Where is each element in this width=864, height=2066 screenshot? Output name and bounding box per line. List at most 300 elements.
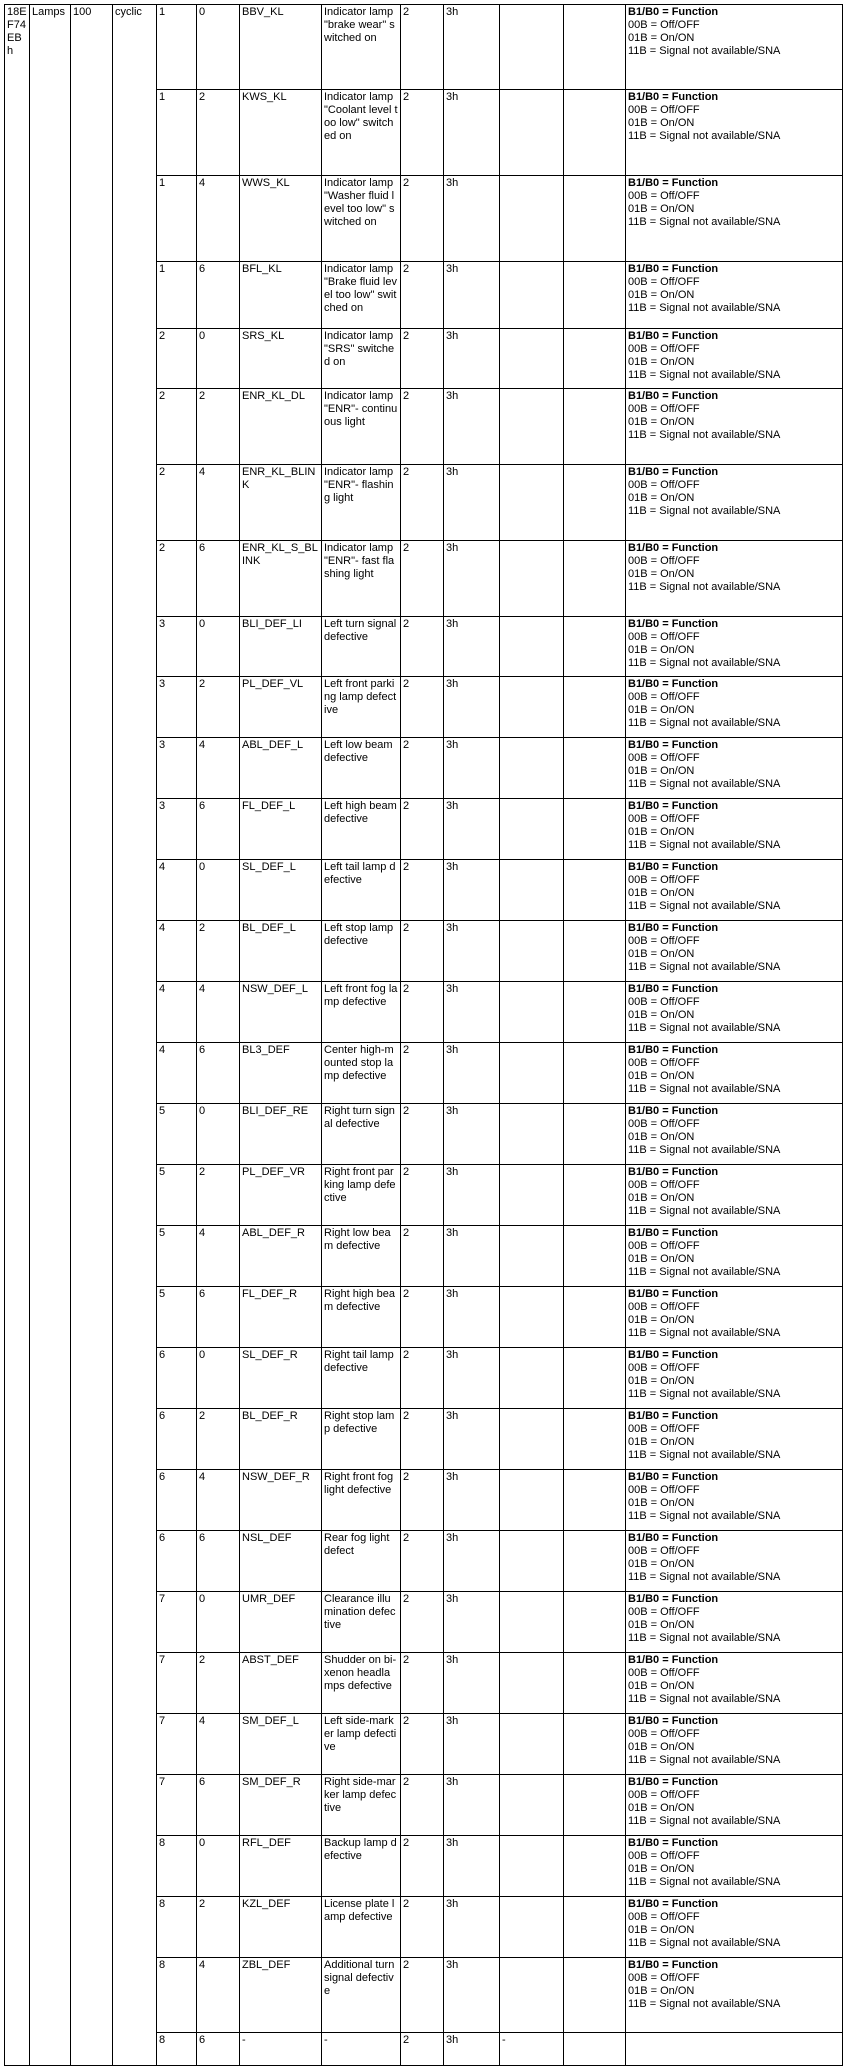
description-cell: Left front fog lamp defective: [322, 982, 401, 1043]
function-value-line: 01B = On/ON: [628, 1802, 695, 1814]
init-value-cell: 3h: [444, 2033, 500, 2066]
function-header: B1/B0 = Function: [628, 177, 719, 189]
function-value-line: 11B = Signal not available/SNA: [628, 839, 781, 851]
function-value-line: 01B = On/ON: [628, 289, 695, 301]
function-cell: [626, 921, 843, 982]
function-value-line: 00B = Off/OFF: [628, 1484, 700, 1496]
blank-cell: [564, 262, 626, 329]
length-cell: 2: [401, 1592, 444, 1653]
unit-cell: [500, 465, 564, 541]
length-cell: 2: [401, 1470, 444, 1531]
init-value-cell: 3h: [444, 860, 500, 921]
byte-cell: 5: [157, 1165, 197, 1226]
init-value-cell: 3h: [444, 262, 500, 329]
blank-cell: [564, 982, 626, 1043]
function-value-line: 01B = On/ON: [628, 1253, 695, 1265]
function-value-line: 00B = Off/OFF: [628, 935, 700, 947]
byte-cell: 8: [157, 1958, 197, 2033]
function-value-line: 00B = Off/OFF: [628, 403, 700, 415]
description-cell: Center high-mounted stop lamp defective: [322, 1043, 401, 1104]
signal-name-cell: NSW_DEF_L: [240, 982, 322, 1043]
function-value-line: 01B = On/ON: [628, 948, 695, 960]
unit-cell: [500, 1104, 564, 1165]
bit-cell: 0: [197, 1104, 240, 1165]
blank-cell: [564, 799, 626, 860]
unit-cell: -: [500, 2033, 564, 2066]
function-value-line: 11B = Signal not available/SNA: [628, 1937, 781, 1949]
byte-cell: 6: [157, 1348, 197, 1409]
blank-cell: [564, 677, 626, 738]
signal-name-cell: BFL_KL: [240, 262, 322, 329]
function-value-line: 00B = Off/OFF: [628, 1667, 700, 1679]
function-header: B1/B0 = Function: [628, 983, 719, 995]
init-value-cell: 3h: [444, 1165, 500, 1226]
blank-cell: [564, 176, 626, 262]
function-cell: [626, 1409, 843, 1470]
bit-cell: 4: [197, 1470, 240, 1531]
bit-cell: 2: [197, 1897, 240, 1958]
init-value-cell: 3h: [444, 1714, 500, 1775]
description-cell: Left high beam defective: [322, 799, 401, 860]
function-value-line: 01B = On/ON: [628, 1131, 695, 1143]
function-value-line: 00B = Off/OFF: [628, 343, 700, 355]
unit-cell: [500, 677, 564, 738]
length-cell: 2: [401, 1714, 444, 1775]
init-value-cell: 3h: [444, 1348, 500, 1409]
length-cell: 2: [401, 90, 444, 176]
blank-cell: [564, 1348, 626, 1409]
function-value-line: 11B = Signal not available/SNA: [628, 1876, 781, 1888]
function-value-line: 11B = Signal not available/SNA: [628, 1754, 781, 1766]
length-cell: 2: [401, 982, 444, 1043]
function-value-line: 01B = On/ON: [628, 1985, 695, 1997]
blank-cell: [564, 90, 626, 176]
byte-cell: 8: [157, 2033, 197, 2066]
function-value-line: 11B = Signal not available/SNA: [628, 302, 781, 314]
length-cell: 2: [401, 1165, 444, 1226]
init-value-cell: 3h: [444, 1104, 500, 1165]
function-header: B1/B0 = Function: [628, 6, 719, 18]
signal-name-cell: BBV_KL: [240, 5, 322, 90]
function-cell: [626, 738, 843, 799]
description-cell: Right turn signal defective: [322, 1104, 401, 1165]
function-cell: [626, 1531, 843, 1592]
function-value-line: 01B = On/ON: [628, 32, 695, 44]
signal-name-cell: ENR_KL_DL: [240, 389, 322, 465]
signal-table: [4, 4, 843, 2066]
function-value-line: 00B = Off/OFF: [628, 1301, 700, 1313]
init-value-cell: 3h: [444, 389, 500, 465]
length-cell: 2: [401, 1287, 444, 1348]
description-cell: Left front parking lamp defective: [322, 677, 401, 738]
bit-cell: 2: [197, 1409, 240, 1470]
function-value-line: 00B = Off/OFF: [628, 631, 700, 643]
function-value-line: 00B = Off/OFF: [628, 1911, 700, 1923]
length-cell: 2: [401, 799, 444, 860]
bit-cell: 6: [197, 262, 240, 329]
byte-cell: 4: [157, 921, 197, 982]
signal-name-cell: UMR_DEF: [240, 1592, 322, 1653]
byte-cell: 6: [157, 1409, 197, 1470]
unit-cell: [500, 5, 564, 90]
length-cell: 2: [401, 1958, 444, 2033]
function-header: B1/B0 = Function: [628, 861, 719, 873]
unit-cell: [500, 1592, 564, 1653]
function-value-line: 11B = Signal not available/SNA: [628, 369, 781, 381]
description-cell: Right front parking lamp defective: [322, 1165, 401, 1226]
function-value-line: 01B = On/ON: [628, 203, 695, 215]
description-cell: Left stop lamp defective: [322, 921, 401, 982]
bit-cell: 0: [197, 1592, 240, 1653]
description-cell: Right high beam defective: [322, 1287, 401, 1348]
blank-cell: [564, 541, 626, 617]
function-value-line: 11B = Signal not available/SNA: [628, 1510, 781, 1522]
init-value-cell: 3h: [444, 1653, 500, 1714]
function-value-line: 11B = Signal not available/SNA: [628, 900, 781, 912]
init-value-cell: 3h: [444, 176, 500, 262]
function-header: B1/B0 = Function: [628, 1410, 719, 1422]
function-header: B1/B0 = Function: [628, 1044, 719, 1056]
bit-cell: 0: [197, 1348, 240, 1409]
function-value-line: 11B = Signal not available/SNA: [628, 429, 781, 441]
byte-cell: 7: [157, 1592, 197, 1653]
unit-cell: [500, 329, 564, 389]
unit-cell: [500, 541, 564, 617]
unit-cell: [500, 1714, 564, 1775]
description-cell: Left turn signal defective: [322, 617, 401, 677]
blank-cell: [564, 1775, 626, 1836]
unit-cell: [500, 982, 564, 1043]
description-cell: Indicator lamp "Brake fluid level too low" switched on: [322, 262, 401, 329]
init-value-cell: 3h: [444, 1836, 500, 1897]
function-value-line: 01B = On/ON: [628, 704, 695, 716]
function-value-line: 01B = On/ON: [628, 1436, 695, 1448]
blank-cell: [564, 465, 626, 541]
function-cell: [626, 5, 843, 90]
init-value-cell: 3h: [444, 1226, 500, 1287]
function-cell: [626, 1165, 843, 1226]
byte-cell: 7: [157, 1653, 197, 1714]
function-value-line: 11B = Signal not available/SNA: [628, 216, 781, 228]
function-cell: [626, 465, 843, 541]
blank-cell: [564, 2033, 626, 2066]
length-cell: 2: [401, 176, 444, 262]
length-cell: 2: [401, 617, 444, 677]
bit-cell: 2: [197, 1653, 240, 1714]
function-cell: [626, 1836, 843, 1897]
description-cell: Indicator lamp "brake wear" switched on: [322, 5, 401, 90]
signal-name-cell: PL_DEF_VL: [240, 677, 322, 738]
signal-name-cell: BL_DEF_R: [240, 1409, 322, 1470]
function-value-line: 01B = On/ON: [628, 1619, 695, 1631]
function-cell: [626, 2033, 843, 2066]
function-value-line: 01B = On/ON: [628, 826, 695, 838]
blank-cell: [564, 1531, 626, 1592]
signal-name-cell: BL_DEF_L: [240, 921, 322, 982]
function-value-line: 00B = Off/OFF: [628, 1606, 700, 1618]
byte-cell: 1: [157, 262, 197, 329]
blank-cell: [564, 1958, 626, 2033]
init-value-cell: 3h: [444, 1897, 500, 1958]
function-cell: [626, 677, 843, 738]
function-header: B1/B0 = Function: [628, 1227, 719, 1239]
init-value-cell: 3h: [444, 982, 500, 1043]
bit-cell: 4: [197, 982, 240, 1043]
signal-name-cell: -: [240, 2033, 322, 2066]
blank-cell: [564, 329, 626, 389]
byte-cell: 5: [157, 1104, 197, 1165]
byte-cell: 2: [157, 389, 197, 465]
init-value-cell: 3h: [444, 738, 500, 799]
bit-cell: 2: [197, 90, 240, 176]
description-cell: Left tail lamp defective: [322, 860, 401, 921]
function-value-line: 00B = Off/OFF: [628, 19, 700, 31]
function-value-line: 00B = Off/OFF: [628, 1179, 700, 1191]
bit-cell: 4: [197, 176, 240, 262]
function-header: B1/B0 = Function: [628, 1715, 719, 1727]
signal-name-cell: ENR_KL_S_BLINK: [240, 541, 322, 617]
bit-cell: 6: [197, 2033, 240, 2066]
signal-name-cell: ABST_DEF: [240, 1653, 322, 1714]
signal-name-cell: SRS_KL: [240, 329, 322, 389]
function-header: B1/B0 = Function: [628, 1349, 719, 1361]
length-cell: 2: [401, 1836, 444, 1897]
function-value-line: 11B = Signal not available/SNA: [628, 505, 781, 517]
function-value-line: 11B = Signal not available/SNA: [628, 1083, 781, 1095]
function-cell: [626, 1775, 843, 1836]
unit-cell: [500, 1287, 564, 1348]
signal-name-cell: KWS_KL: [240, 90, 322, 176]
function-cell: [626, 329, 843, 389]
byte-cell: 3: [157, 799, 197, 860]
function-value-line: 01B = On/ON: [628, 1192, 695, 1204]
byte-cell: 1: [157, 5, 197, 90]
blank-cell: [564, 1043, 626, 1104]
signal-name-cell: FL_DEF_L: [240, 799, 322, 860]
function-header: B1/B0 = Function: [628, 1959, 719, 1971]
function-header: B1/B0 = Function: [628, 1593, 719, 1605]
unit-cell: [500, 738, 564, 799]
unit-cell: [500, 1897, 564, 1958]
description-cell: Indicator lamp "Coolant level too low" switched on: [322, 90, 401, 176]
function-value-line: 11B = Signal not available/SNA: [628, 1144, 781, 1156]
function-cell: [626, 1104, 843, 1165]
blank-cell: [564, 1226, 626, 1287]
function-value-line: 11B = Signal not available/SNA: [628, 1571, 781, 1583]
byte-cell: 4: [157, 1043, 197, 1104]
blank-cell: [564, 1714, 626, 1775]
blank-cell: [564, 617, 626, 677]
bit-cell: 6: [197, 541, 240, 617]
blank-cell: [564, 860, 626, 921]
length-cell: 2: [401, 677, 444, 738]
bit-cell: 2: [197, 921, 240, 982]
function-value-line: 00B = Off/OFF: [628, 752, 700, 764]
bit-cell: 4: [197, 738, 240, 799]
blank-cell: [564, 738, 626, 799]
description-cell: Right front fog light defective: [322, 1470, 401, 1531]
function-cell: [626, 1592, 843, 1653]
length-cell: 2: [401, 1043, 444, 1104]
length-cell: 2: [401, 2033, 444, 2066]
function-value-line: 11B = Signal not available/SNA: [628, 45, 781, 57]
function-value-line: 00B = Off/OFF: [628, 1850, 700, 1862]
byte-cell: 3: [157, 677, 197, 738]
function-cell: [626, 541, 843, 617]
function-header: B1/B0 = Function: [628, 1532, 719, 1544]
init-value-cell: 3h: [444, 1409, 500, 1470]
length-cell: 2: [401, 1653, 444, 1714]
signal-name-cell: FL_DEF_R: [240, 1287, 322, 1348]
function-header: B1/B0 = Function: [628, 678, 719, 690]
function-cell: [626, 1348, 843, 1409]
description-cell: Indicator lamp "ENR"- continuous light: [322, 389, 401, 465]
function-value-line: 00B = Off/OFF: [628, 1545, 700, 1557]
bit-cell: 0: [197, 860, 240, 921]
signal-name-cell: BLI_DEF_RE: [240, 1104, 322, 1165]
length-cell: 2: [401, 329, 444, 389]
byte-cell: 2: [157, 329, 197, 389]
description-cell: Indicator lamp "Washer fluid level too low" switched on: [322, 176, 401, 262]
bit-cell: 0: [197, 329, 240, 389]
description-cell: Indicator lamp "ENR"- flashing light: [322, 465, 401, 541]
byte-cell: 1: [157, 90, 197, 176]
function-value-line: 00B = Off/OFF: [628, 1423, 700, 1435]
byte-cell: 3: [157, 738, 197, 799]
cycle-time-cell: 100: [71, 5, 113, 2066]
function-value-line: 01B = On/ON: [628, 117, 695, 129]
init-value-cell: 3h: [444, 465, 500, 541]
function-cell: [626, 1470, 843, 1531]
bit-cell: 4: [197, 1226, 240, 1287]
unit-cell: [500, 1409, 564, 1470]
blank-cell: [564, 1653, 626, 1714]
function-cell: [626, 262, 843, 329]
init-value-cell: 3h: [444, 1470, 500, 1531]
function-header: B1/B0 = Function: [628, 1166, 719, 1178]
function-value-line: 01B = On/ON: [628, 1558, 695, 1570]
function-value-line: 00B = Off/OFF: [628, 1057, 700, 1069]
function-value-line: 11B = Signal not available/SNA: [628, 1205, 781, 1217]
function-value-line: 01B = On/ON: [628, 1497, 695, 1509]
function-cell: [626, 1897, 843, 1958]
function-value-line: 00B = Off/OFF: [628, 1362, 700, 1374]
unit-cell: [500, 921, 564, 982]
init-value-cell: 3h: [444, 1775, 500, 1836]
function-value-line: 00B = Off/OFF: [628, 555, 700, 567]
blank-cell: [564, 389, 626, 465]
description-cell: Shudder on bi-xenon headlamps defective: [322, 1653, 401, 1714]
function-cell: [626, 90, 843, 176]
function-header: B1/B0 = Function: [628, 91, 719, 103]
byte-cell: 3: [157, 617, 197, 677]
length-cell: 2: [401, 1897, 444, 1958]
function-value-line: 01B = On/ON: [628, 1741, 695, 1753]
description-cell: Rear fog light defect: [322, 1531, 401, 1592]
function-value-line: 00B = Off/OFF: [628, 1972, 700, 1984]
bit-cell: 6: [197, 1287, 240, 1348]
bit-cell: 0: [197, 1836, 240, 1897]
byte-cell: 2: [157, 465, 197, 541]
signal-name-cell: WWS_KL: [240, 176, 322, 262]
function-value-line: 01B = On/ON: [628, 492, 695, 504]
function-value-line: 00B = Off/OFF: [628, 874, 700, 886]
length-cell: 2: [401, 389, 444, 465]
length-cell: 2: [401, 1531, 444, 1592]
function-value-line: 11B = Signal not available/SNA: [628, 1815, 781, 1827]
length-cell: 2: [401, 1409, 444, 1470]
unit-cell: [500, 176, 564, 262]
byte-cell: 8: [157, 1836, 197, 1897]
function-cell: [626, 860, 843, 921]
init-value-cell: 3h: [444, 1287, 500, 1348]
signal-name-cell: SL_DEF_R: [240, 1348, 322, 1409]
unit-cell: [500, 1226, 564, 1287]
function-cell: [626, 389, 843, 465]
byte-cell: 8: [157, 1897, 197, 1958]
function-value-line: 01B = On/ON: [628, 765, 695, 777]
unit-cell: [500, 90, 564, 176]
signal-name-cell: RFL_DEF: [240, 1836, 322, 1897]
signal-name-cell: ABL_DEF_L: [240, 738, 322, 799]
function-header: B1/B0 = Function: [628, 390, 719, 402]
blank-cell: [564, 1836, 626, 1897]
function-value-line: 01B = On/ON: [628, 1863, 695, 1875]
function-value-line: 01B = On/ON: [628, 416, 695, 428]
init-value-cell: 3h: [444, 1592, 500, 1653]
byte-cell: 7: [157, 1775, 197, 1836]
length-cell: 2: [401, 860, 444, 921]
function-value-line: 00B = Off/OFF: [628, 479, 700, 491]
init-value-cell: 3h: [444, 1958, 500, 2033]
bit-cell: 2: [197, 389, 240, 465]
length-cell: 2: [401, 1226, 444, 1287]
length-cell: 2: [401, 1104, 444, 1165]
unit-cell: [500, 262, 564, 329]
description-cell: Left low beam defective: [322, 738, 401, 799]
unit-cell: [500, 1348, 564, 1409]
function-value-line: 11B = Signal not available/SNA: [628, 717, 781, 729]
function-header: B1/B0 = Function: [628, 330, 719, 342]
unit-cell: [500, 1531, 564, 1592]
function-value-line: 11B = Signal not available/SNA: [628, 961, 781, 973]
init-value-cell: 3h: [444, 921, 500, 982]
description-cell: Right low beam defective: [322, 1226, 401, 1287]
byte-cell: 5: [157, 1287, 197, 1348]
function-value-line: 01B = On/ON: [628, 1070, 695, 1082]
function-header: B1/B0 = Function: [628, 1288, 719, 1300]
signal-name-cell: BLI_DEF_LI: [240, 617, 322, 677]
function-value-line: 00B = Off/OFF: [628, 1118, 700, 1130]
table-body: [5, 5, 843, 2066]
byte-cell: 5: [157, 1226, 197, 1287]
byte-cell: 4: [157, 860, 197, 921]
function-value-line: 01B = On/ON: [628, 1375, 695, 1387]
message-name-cell: Lamps: [30, 5, 71, 2066]
function-header: B1/B0 = Function: [628, 1776, 719, 1788]
blank-cell: [564, 1592, 626, 1653]
length-cell: 2: [401, 921, 444, 982]
description-cell: Indicator lamp "ENR"- fast flashing light: [322, 541, 401, 617]
function-value-line: 11B = Signal not available/SNA: [628, 1693, 781, 1705]
function-header: B1/B0 = Function: [628, 922, 719, 934]
function-cell: [626, 1043, 843, 1104]
unit-cell: [500, 1165, 564, 1226]
byte-cell: 1: [157, 176, 197, 262]
length-cell: 2: [401, 465, 444, 541]
description-cell: Additional turn signal defective: [322, 1958, 401, 2033]
function-value-line: 01B = On/ON: [628, 644, 695, 656]
